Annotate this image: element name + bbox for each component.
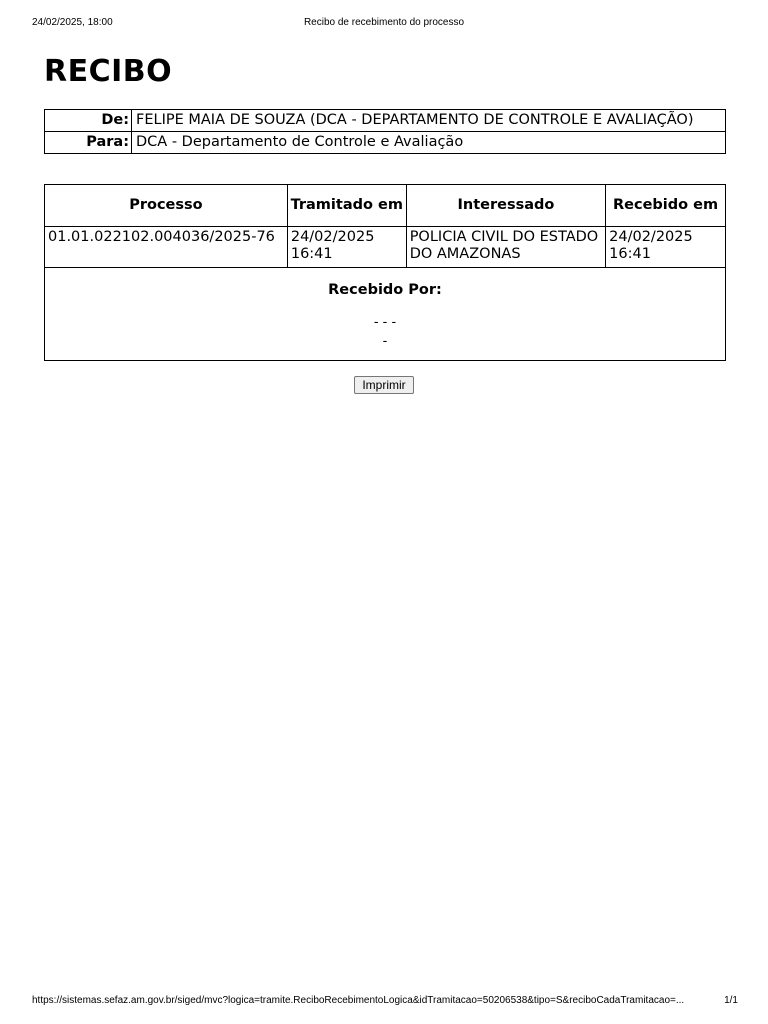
print-page-count: 1/1 (724, 995, 738, 1006)
header-interessado: Interessado (406, 185, 605, 227)
received-by-signature (45, 313, 725, 351)
from-label: De: (45, 110, 132, 132)
signature-dashes-line2: - (382, 334, 388, 349)
to-row (45, 132, 726, 154)
cell-tramitado: 24/02/2025 16:41 (287, 227, 406, 268)
received-by-label: Recebido Por: (328, 282, 442, 298)
table-header-row (45, 185, 726, 227)
received-by-row (45, 268, 726, 361)
received-by-cell (45, 268, 726, 361)
route-table (44, 109, 726, 154)
print-footer (0, 995, 768, 1009)
to-label: Para: (45, 132, 132, 154)
print-datetime: 24/02/2025, 18:00 (32, 17, 113, 28)
print-button[interactable]: Imprimir (354, 376, 413, 394)
from-value: FELIPE MAIA DE SOUZA (DCA - DEPARTAMENTO DE CONTROLE E AVALIAÇÃO) (132, 110, 726, 132)
print-button-container (0, 374, 768, 394)
cell-interessado: POLICIA CIVIL DO ESTADO DO AMAZONAS (406, 227, 605, 268)
print-header (0, 17, 768, 31)
to-value: DCA - Departamento de Controle e Avaliação (132, 132, 726, 154)
table-row (45, 227, 726, 268)
header-recebido: Recebido em (606, 185, 726, 227)
process-table (44, 184, 726, 361)
cell-recebido: 24/02/2025 16:41 (606, 227, 726, 268)
header-tramitado: Tramitado em (287, 185, 406, 227)
print-page-title: Recibo de recebimento do processo (303, 17, 465, 28)
signature-dashes-line1: - - - (373, 315, 397, 330)
print-url: https://sistemas.sefaz.am.gov.br/siged/mvc?logica=tramite.ReciboRecebimentoLogica&idTramitacao=50206538&tipo=S&reciboCadaTramitacao=... (32, 995, 685, 1006)
cell-processo: 01.01.022102.004036/2025-76 (45, 227, 288, 268)
from-row (45, 110, 726, 132)
document-title: RECIBO (44, 54, 173, 89)
header-processo: Processo (45, 185, 288, 227)
